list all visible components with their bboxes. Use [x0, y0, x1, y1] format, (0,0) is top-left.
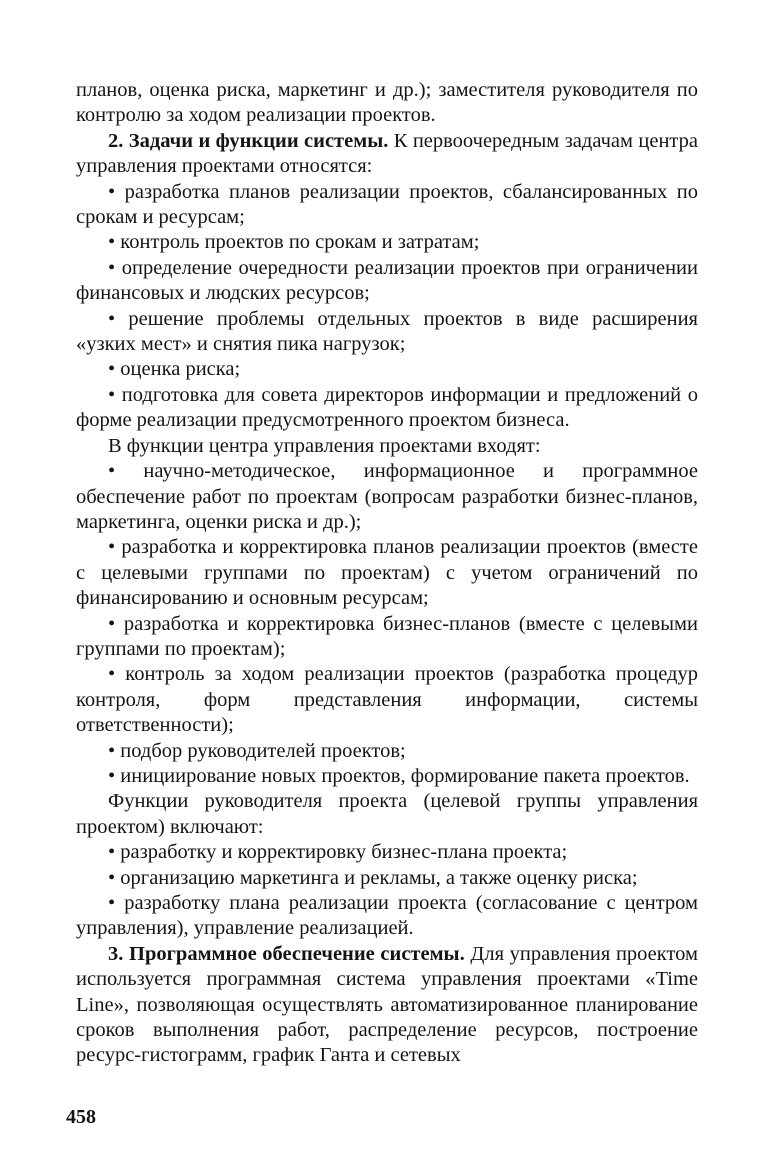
page-number: 458 — [66, 1106, 96, 1128]
function-item: • научно-методическое, информационное и программное обеспечение работ по проектам (вопросам разработки бизнес-планов, маркетинга, оценки риска и др.); — [76, 460, 698, 533]
functions-intro: В функции центра управления проектами входят: — [108, 434, 541, 457]
manager-function-item: • разработку и корректировку бизнес-плана проекта; — [108, 841, 568, 864]
function-item: • подбор руководителей проектов; — [108, 739, 406, 762]
function-item: • разработка и корректировка планов реализации проектов (вместе с целевыми группами по проектам) с учетом ограничений по финансированию и основным ресурсам; — [76, 536, 698, 610]
section-3-heading: 3. Программное обеспечение системы. — [108, 942, 465, 965]
function-item: • инициирование новых проектов, формирование пакета проектов. — [108, 764, 690, 787]
task-item: • подготовка для совета директоров информации и предложений о форме реализации предусмотренного проектом бизнеса. — [76, 383, 698, 432]
section-3-intro — [76, 942, 698, 1069]
function-item: • разработка и корректировка бизнес-планов (вместе с целевыми группами по проектам); — [76, 612, 698, 660]
task-item: • оценка риска; — [108, 358, 241, 381]
section-2-intro-text: К первоочередным задачам центра управления проектами относятся: — [76, 129, 698, 178]
section-2-intro — [76, 129, 698, 180]
section-3-text: Для управления проектом используется программная система управления проектами «Time Line», позволяющая осуществлять автоматизированное планирование сроков выполнения работ, распределение ресурсов, построение ресурс-гистограмм, график Ганта и сетевых — [76, 942, 698, 1067]
paragraph-1 — [76, 78, 698, 129]
paragraph-1-text: планов, оценка риска, маркетинг и др.); заместителя руководителя по контролю за ходом реализации проектов. — [76, 79, 698, 127]
function-item: • контроль за ходом реализации проектов (разработка процедур контроля, форм представления информации, системы ответственности); — [76, 663, 698, 737]
manager-function-item: • организацию маркетинга и рекламы, а также оценку риска; — [108, 866, 638, 889]
manager-functions-intro: Функции руководителя проекта (целевой группы управления проектом) включают: — [76, 790, 698, 838]
task-item: • решение проблемы отдельных проектов в виде расширения «узких мест» и снятия пика нагрузок; — [76, 307, 698, 356]
task-item: • разработка планов реализации проектов, сбалансированных по срокам и ресурсам; — [76, 180, 698, 229]
task-item: • контроль проектов по срокам и затратам; — [108, 231, 480, 254]
page-text — [76, 78, 698, 1069]
section-2-heading: 2. Задачи и функции системы. — [108, 129, 389, 152]
manager-function-item: • разработку плана реализации проекта (согласование с центром управления), управление реализацией. — [76, 892, 698, 940]
task-item: • определение очередности реализации проектов при ограничении финансовых и людских ресурсов; — [76, 256, 698, 305]
